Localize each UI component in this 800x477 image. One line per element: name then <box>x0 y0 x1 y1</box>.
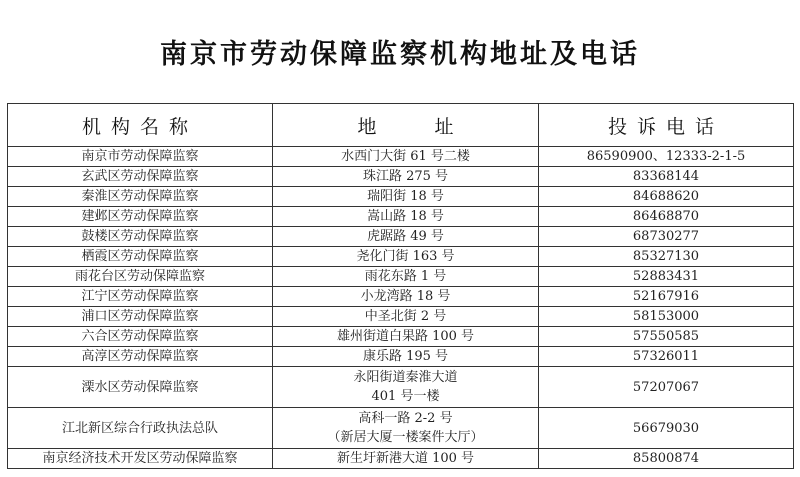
address-cell <box>273 227 539 247</box>
address-line: 虎踞路 49 号 <box>367 229 444 244</box>
address-cell <box>273 267 539 287</box>
header-address <box>273 104 539 147</box>
table-row <box>8 247 794 267</box>
phone-cell: 58153000 <box>539 307 794 327</box>
address-cell <box>273 347 539 367</box>
phone-cell: 83368144 <box>539 167 794 187</box>
table-row <box>8 227 794 247</box>
table-row <box>8 327 794 347</box>
table-row <box>8 147 794 167</box>
address-line: 401 号一楼 <box>371 389 440 404</box>
table-row <box>8 267 794 287</box>
phone-cell: 85327130 <box>539 247 794 267</box>
address-line: 高科一路 2-2 号 <box>358 411 453 426</box>
address-cell <box>273 449 539 469</box>
org-name-cell: 鼓楼区劳动保障监察 <box>8 227 273 247</box>
address-line: 水西门大街 61 号二楼 <box>341 149 470 164</box>
org-name-cell: 江宁区劳动保障监察 <box>8 287 273 307</box>
address-line: （新居大厦一楼案件大厅） <box>327 430 484 445</box>
phone-cell: 68730277 <box>539 227 794 247</box>
org-name-cell: 高淳区劳动保障监察 <box>8 347 273 367</box>
address-cell <box>273 167 539 187</box>
phone-cell: 86590900、12333-2-1-5 <box>539 147 794 167</box>
phone-cell: 86468870 <box>539 207 794 227</box>
address-cell <box>273 187 539 207</box>
address-cell <box>273 307 539 327</box>
address-line: 小龙湾路 18 号 <box>360 289 451 304</box>
table-row <box>8 167 794 187</box>
header-phone: 投诉电话 <box>539 104 794 147</box>
table-row <box>8 449 794 469</box>
org-name-cell: 秦淮区劳动保障监察 <box>8 187 273 207</box>
org-name-cell: 南京市劳动保障监察 <box>8 147 273 167</box>
table-row <box>8 207 794 227</box>
table-row <box>8 307 794 327</box>
page-title: 南京市劳动保障监察机构地址及电话 <box>160 39 640 70</box>
address-line: 中圣北街 2 号 <box>364 309 447 324</box>
phone-cell: 57207067 <box>539 367 794 408</box>
phone-cell: 84688620 <box>539 187 794 207</box>
org-name-cell: 南京经济技术开发区劳动保障监察 <box>8 449 273 469</box>
header-address-left: 地 <box>357 115 377 138</box>
table-row <box>8 347 794 367</box>
org-name-cell: 溧水区劳动保障监察 <box>8 367 273 408</box>
address-cell <box>273 287 539 307</box>
phone-cell: 52167916 <box>539 287 794 307</box>
address-line: 瑞阳街 18 号 <box>367 189 444 204</box>
address-line: 嵩山路 18 号 <box>367 209 444 224</box>
header-address-right: 址 <box>434 115 454 138</box>
office-directory-table <box>7 103 794 469</box>
phone-cell: 52883431 <box>539 267 794 287</box>
org-name-cell: 六合区劳动保障监察 <box>8 327 273 347</box>
address-cell <box>273 327 539 347</box>
org-name-cell: 建邺区劳动保障监察 <box>8 207 273 227</box>
address-line: 新生圩新港大道 100 号 <box>336 451 475 466</box>
address-line: 永阳街道秦淮大道 <box>353 370 458 385</box>
address-line: 雨花东路 1 号 <box>364 269 447 284</box>
org-name-cell: 栖霞区劳动保障监察 <box>8 247 273 267</box>
org-name-cell: 浦口区劳动保障监察 <box>8 307 273 327</box>
address-line: 珠江路 275 号 <box>362 169 449 184</box>
table-row <box>8 287 794 307</box>
address-cell <box>273 207 539 227</box>
header-org: 机构名称 <box>8 104 273 147</box>
address-line: 尧化门街 163 号 <box>356 249 455 264</box>
table-row <box>8 367 794 408</box>
org-name-cell: 雨花台区劳动保障监察 <box>8 267 273 287</box>
address-cell <box>273 408 539 449</box>
phone-cell: 85800874 <box>539 449 794 469</box>
table-header-row <box>8 104 794 147</box>
table-row <box>8 187 794 207</box>
address-cell <box>273 367 539 408</box>
address-line: 康乐路 195 号 <box>362 349 449 364</box>
org-name-cell: 江北新区综合行政执法总队 <box>8 408 273 449</box>
address-line: 雄州街道白果路 100 号 <box>336 329 475 344</box>
org-name-cell: 玄武区劳动保障监察 <box>8 167 273 187</box>
phone-cell: 56679030 <box>539 408 794 449</box>
table-body <box>8 147 794 469</box>
phone-cell: 57326011 <box>539 347 794 367</box>
address-cell <box>273 147 539 167</box>
table-row <box>8 408 794 449</box>
address-cell <box>273 247 539 267</box>
phone-cell: 57550585 <box>539 327 794 347</box>
